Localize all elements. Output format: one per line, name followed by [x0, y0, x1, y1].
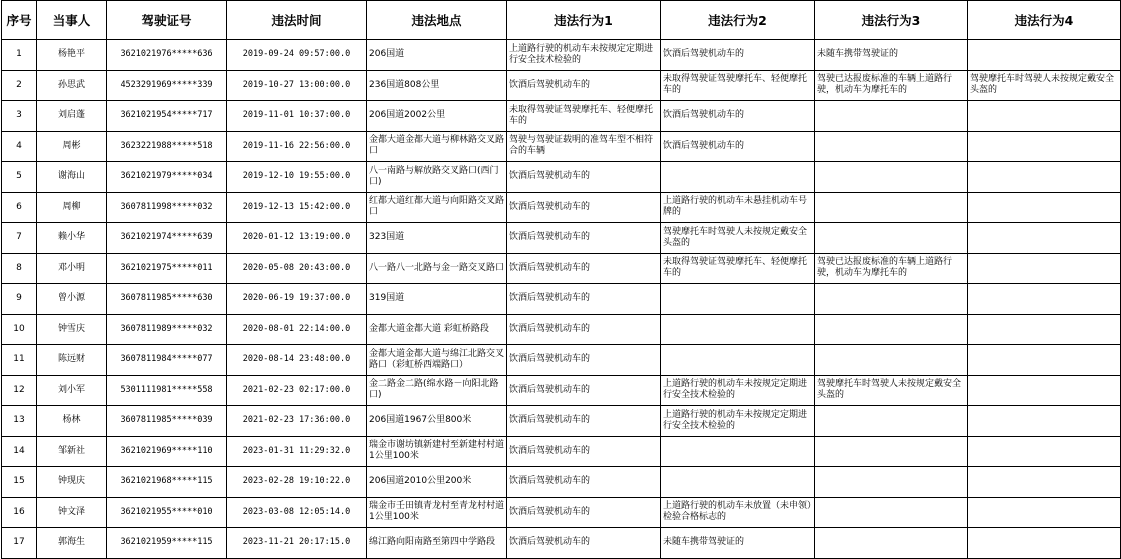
cell-act4 — [968, 162, 1121, 193]
cell-act1: 驾驶与驾驶证载明的准驾车型不相符合的车辆 — [507, 131, 661, 162]
table-row — [2, 70, 1121, 101]
table-row — [2, 192, 1121, 223]
cell-act2 — [661, 314, 815, 345]
cell-license: 3621021976*****636 — [107, 40, 227, 71]
cell-place: 瑞金市谢坊镇新建村至新建村村道1公里100米 — [367, 436, 507, 467]
cell-act3: 驾驶摩托车时驾驶人未按规定戴安全头盔的 — [815, 375, 968, 406]
cell-act4 — [968, 345, 1121, 376]
cell-time: 2021-02-23 17:36:00.0 — [227, 406, 367, 437]
table-row — [2, 406, 1121, 437]
cell-act4 — [968, 101, 1121, 132]
cell-act1: 饮酒后驾驶机动车的 — [507, 253, 661, 284]
cell-license: 3621021969*****110 — [107, 436, 227, 467]
table-row — [2, 253, 1121, 284]
table-row — [2, 497, 1121, 528]
cell-party: 钟文泽 — [37, 497, 107, 528]
cell-act4 — [968, 314, 1121, 345]
cell-act4 — [968, 467, 1121, 498]
cell-license: 4523291969*****339 — [107, 70, 227, 101]
header-row — [2, 1, 1121, 40]
cell-party: 周柳 — [37, 192, 107, 223]
cell-act1: 饮酒后驾驶机动车的 — [507, 284, 661, 315]
cell-party: 赖小华 — [37, 223, 107, 254]
cell-time: 2020-08-01 22:14:00.0 — [227, 314, 367, 345]
cell-act1: 饮酒后驾驶机动车的 — [507, 192, 661, 223]
cell-place: 绵江路向阳南路至第四中学路段 — [367, 528, 507, 559]
cell-place: 金都大道金都大道 彩虹桥路段 — [367, 314, 507, 345]
cell-act4 — [968, 375, 1121, 406]
cell-time: 2019-12-13 15:42:00.0 — [227, 192, 367, 223]
cell-act4 — [968, 192, 1121, 223]
col-header-party: 当事人 — [37, 1, 107, 40]
cell-act4 — [968, 253, 1121, 284]
cell-license: 3607811998*****032 — [107, 192, 227, 223]
cell-place: 瑞金市壬田镇青龙村至青龙村村道1公里100米 — [367, 497, 507, 528]
cell-index: 9 — [2, 284, 37, 315]
cell-act1: 饮酒后驾驶机动车的 — [507, 467, 661, 498]
cell-index: 13 — [2, 406, 37, 437]
col-header-act1: 违法行为1 — [507, 1, 661, 40]
cell-act3: 未随车携带驾驶证的 — [815, 40, 968, 71]
cell-index: 10 — [2, 314, 37, 345]
table-row — [2, 223, 1121, 254]
cell-place: 八一南路与解放路交叉路口(西门口) — [367, 162, 507, 193]
cell-act1: 饮酒后驾驶机动车的 — [507, 436, 661, 467]
cell-act3 — [815, 314, 968, 345]
cell-license: 3621021975*****011 — [107, 253, 227, 284]
cell-license: 3607811985*****039 — [107, 406, 227, 437]
table-row — [2, 436, 1121, 467]
cell-act2 — [661, 345, 815, 376]
cell-act3 — [815, 162, 968, 193]
cell-act1: 饮酒后驾驶机动车的 — [507, 223, 661, 254]
cell-party: 钟雪庆 — [37, 314, 107, 345]
cell-time: 2019-09-24 09:57:00.0 — [227, 40, 367, 71]
cell-party: 杨林 — [37, 406, 107, 437]
cell-act3 — [815, 467, 968, 498]
cell-party: 谢海山 — [37, 162, 107, 193]
cell-time: 2023-01-31 11:29:32.0 — [227, 436, 367, 467]
cell-license: 5301111981*****558 — [107, 375, 227, 406]
col-header-time: 违法时间 — [227, 1, 367, 40]
cell-act2 — [661, 467, 815, 498]
cell-index: 7 — [2, 223, 37, 254]
cell-act2: 驾驶摩托车时驾驶人未按规定戴安全头盔的 — [661, 223, 815, 254]
cell-time: 2021-02-23 02:17:00.0 — [227, 375, 367, 406]
cell-index: 17 — [2, 528, 37, 559]
cell-act3 — [815, 528, 968, 559]
cell-act1: 饮酒后驾驶机动车的 — [507, 497, 661, 528]
cell-act1: 饮酒后驾驶机动车的 — [507, 345, 661, 376]
cell-time: 2020-01-12 13:19:00.0 — [227, 223, 367, 254]
cell-act3 — [815, 345, 968, 376]
cell-license: 3607811985*****630 — [107, 284, 227, 315]
cell-place: 金都大道金都大道与柳林路交叉路口 — [367, 131, 507, 162]
cell-index: 5 — [2, 162, 37, 193]
cell-act2: 饮酒后驾驶机动车的 — [661, 40, 815, 71]
col-header-place: 违法地点 — [367, 1, 507, 40]
cell-act2: 饮酒后驾驶机动车的 — [661, 131, 815, 162]
cell-act3 — [815, 131, 968, 162]
cell-time: 2019-12-10 19:55:00.0 — [227, 162, 367, 193]
cell-index: 11 — [2, 345, 37, 376]
cell-party: 钟现庆 — [37, 467, 107, 498]
cell-place: 206国道1967公里800米 — [367, 406, 507, 437]
cell-act4 — [968, 223, 1121, 254]
cell-license: 3621021954*****717 — [107, 101, 227, 132]
cell-time: 2020-05-08 20:43:00.0 — [227, 253, 367, 284]
cell-party: 周彬 — [37, 131, 107, 162]
cell-act4 — [968, 528, 1121, 559]
cell-act2 — [661, 162, 815, 193]
col-header-act4: 违法行为4 — [968, 1, 1121, 40]
cell-act2: 未取得驾驶证驾驶摩托车、轻便摩托车的 — [661, 253, 815, 284]
cell-act4 — [968, 40, 1121, 71]
cell-time: 2020-06-19 19:37:00.0 — [227, 284, 367, 315]
cell-index: 12 — [2, 375, 37, 406]
cell-act2: 上道路行驶的机动车未按规定定期进行安全技术检验的 — [661, 406, 815, 437]
cell-act1: 饮酒后驾驶机动车的 — [507, 406, 661, 437]
cell-time: 2020-08-14 23:48:00.0 — [227, 345, 367, 376]
cell-act1: 饮酒后驾驶机动车的 — [507, 70, 661, 101]
cell-act4 — [968, 131, 1121, 162]
col-header-act2: 违法行为2 — [661, 1, 815, 40]
cell-act2: 上道路行驶的机动车未按规定定期进行安全技术检验的 — [661, 375, 815, 406]
table-row — [2, 467, 1121, 498]
cell-act2: 未随车携带驾驶证的 — [661, 528, 815, 559]
table-row — [2, 162, 1121, 193]
table-row — [2, 375, 1121, 406]
cell-act3 — [815, 406, 968, 437]
col-header-index: 序号 — [2, 1, 37, 40]
cell-place: 金都大道金都大道与绵江北路交叉路口（彩虹桥西端路口） — [367, 345, 507, 376]
cell-license: 3607811984*****077 — [107, 345, 227, 376]
cell-act4 — [968, 497, 1121, 528]
table-row — [2, 528, 1121, 559]
col-header-license: 驾驶证号 — [107, 1, 227, 40]
violations-table — [1, 0, 1121, 559]
cell-place: 319国道 — [367, 284, 507, 315]
cell-act4 — [968, 284, 1121, 315]
cell-place: 金二路金二路(绵水路－向阳北路口) — [367, 375, 507, 406]
cell-act2 — [661, 436, 815, 467]
cell-act3 — [815, 101, 968, 132]
cell-place: 206国道 — [367, 40, 507, 71]
cell-place: 八一路八一北路与金一路交叉路口 — [367, 253, 507, 284]
col-header-act3: 违法行为3 — [815, 1, 968, 40]
cell-license: 3607811989*****032 — [107, 314, 227, 345]
cell-act3 — [815, 284, 968, 315]
cell-time: 2023-03-08 12:05:14.0 — [227, 497, 367, 528]
cell-act1: 未取得驾驶证驾驶摩托车、轻便摩托车的 — [507, 101, 661, 132]
cell-act2 — [661, 284, 815, 315]
cell-index: 15 — [2, 467, 37, 498]
cell-party: 杨艳平 — [37, 40, 107, 71]
cell-party: 曾小源 — [37, 284, 107, 315]
cell-index: 4 — [2, 131, 37, 162]
table-row — [2, 345, 1121, 376]
cell-time: 2019-10-27 13:00:00.0 — [227, 70, 367, 101]
cell-place: 323国道 — [367, 223, 507, 254]
cell-act1: 上道路行驶的机动车未按规定定期进行安全技术检验的 — [507, 40, 661, 71]
cell-party: 陈远财 — [37, 345, 107, 376]
table-row — [2, 40, 1121, 71]
cell-act3: 驾驶已达报废标准的车辆上道路行驶，机动车为摩托车的 — [815, 70, 968, 101]
cell-party: 邹新社 — [37, 436, 107, 467]
cell-act3 — [815, 192, 968, 223]
cell-act1: 饮酒后驾驶机动车的 — [507, 528, 661, 559]
cell-index: 14 — [2, 436, 37, 467]
cell-party: 刘启蓬 — [37, 101, 107, 132]
cell-act4 — [968, 436, 1121, 467]
table-row — [2, 101, 1121, 132]
cell-act4 — [968, 406, 1121, 437]
cell-index: 1 — [2, 40, 37, 71]
cell-place: 236国道808公里 — [367, 70, 507, 101]
cell-index: 2 — [2, 70, 37, 101]
cell-place: 206国道2002公里 — [367, 101, 507, 132]
cell-license: 3621021959*****115 — [107, 528, 227, 559]
cell-party: 刘小军 — [37, 375, 107, 406]
cell-license: 3621021955*****010 — [107, 497, 227, 528]
cell-index: 6 — [2, 192, 37, 223]
cell-license: 3621021968*****115 — [107, 467, 227, 498]
cell-place: 206国道2010公里200米 — [367, 467, 507, 498]
cell-act1: 饮酒后驾驶机动车的 — [507, 162, 661, 193]
cell-time: 2023-11-21 20:17:15.0 — [227, 528, 367, 559]
cell-index: 8 — [2, 253, 37, 284]
cell-place: 红都大道红都大道与向阳路交叉路口 — [367, 192, 507, 223]
cell-party: 孙思武 — [37, 70, 107, 101]
cell-party: 郭海生 — [37, 528, 107, 559]
cell-act3 — [815, 497, 968, 528]
cell-act2: 饮酒后驾驶机动车的 — [661, 101, 815, 132]
cell-act4: 驾驶摩托车时驾驶人未按规定戴安全头盔的 — [968, 70, 1121, 101]
cell-party: 邓小明 — [37, 253, 107, 284]
cell-act3 — [815, 223, 968, 254]
cell-time: 2019-11-01 10:37:00.0 — [227, 101, 367, 132]
cell-license: 3623221988*****518 — [107, 131, 227, 162]
cell-license: 3621021974*****639 — [107, 223, 227, 254]
table-row — [2, 314, 1121, 345]
cell-act3 — [815, 436, 968, 467]
cell-act2: 上道路行驶的机动车未悬挂机动车号牌的 — [661, 192, 815, 223]
table-row — [2, 284, 1121, 315]
cell-act2: 未取得驾驶证驾驶摩托车、轻便摩托车的 — [661, 70, 815, 101]
cell-act1: 饮酒后驾驶机动车的 — [507, 314, 661, 345]
cell-index: 3 — [2, 101, 37, 132]
cell-act1: 饮酒后驾驶机动车的 — [507, 375, 661, 406]
cell-license: 3621021979*****034 — [107, 162, 227, 193]
cell-index: 16 — [2, 497, 37, 528]
cell-act2: 上道路行驶的机动车未放置（未申领）检验合格标志的 — [661, 497, 815, 528]
cell-time: 2023-02-28 19:10:22.0 — [227, 467, 367, 498]
table-row — [2, 131, 1121, 162]
cell-time: 2019-11-16 22:56:00.0 — [227, 131, 367, 162]
cell-act3: 驾驶已达报废标准的车辆上道路行驶，机动车为摩托车的 — [815, 253, 968, 284]
